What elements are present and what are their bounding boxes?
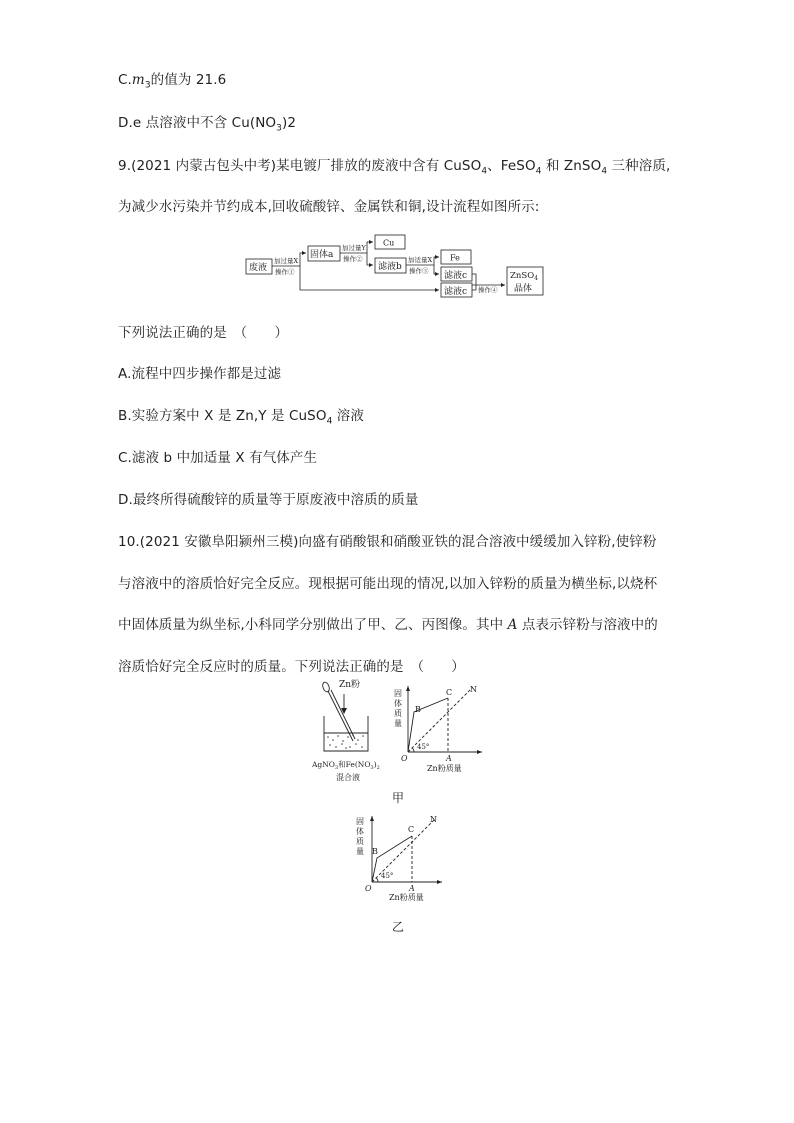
- flow-cu: Cu: [383, 238, 395, 248]
- q9-question: 下列说法正确的是 （ ）: [118, 325, 289, 341]
- svg-text:A: A: [446, 754, 452, 763]
- q10-stem-line1: 10.(2021 安徽阜阳颍州三模)向盛有硝酸银和硝酸亚铁的混合溶液中缓缓加入锌粉,使锌粉: [118, 534, 657, 550]
- q9-stem-line2: 为减少水污染并节约成本,回收硫酸锌、金属铁和铜,设计流程如图所示:: [118, 199, 540, 215]
- graph-jia: [390, 682, 490, 776]
- q9-option-a: A.流程中四步操作都是过滤: [118, 366, 282, 382]
- flow-crystal: 晶体: [514, 284, 533, 294]
- svg-text:O: O: [401, 754, 408, 763]
- svg-text:B: B: [415, 705, 421, 714]
- svg-text:体: 体: [394, 699, 402, 708]
- q10-stem-line2: 与溶液中的溶质恰好完全反应。现根据可能出现的情况,以加入锌粉的质量为横坐标,以烧杯: [118, 576, 658, 592]
- svg-text:Zn粉质量: Zn粉质量: [389, 893, 424, 902]
- solution-label: AgNO$_3$和$Fe(NO_3)_2$: [312, 760, 380, 771]
- flow-add-y: 加过量Y: [342, 244, 366, 252]
- flow-add-x2: 加适量X: [408, 256, 433, 264]
- flow-filtrate-b: 滤液b: [378, 262, 402, 272]
- svg-text:C: C: [408, 825, 415, 834]
- svg-text:Zn粉质量: Zn粉质量: [427, 764, 462, 773]
- q8-option-d: D.e 点溶液中不含 $Cu(NO_3)2$: [118, 115, 297, 134]
- caption-jia: 甲: [392, 791, 405, 805]
- svg-text:体: 体: [356, 827, 364, 836]
- svg-text:N: N: [470, 685, 477, 694]
- q9-stem-line1: 9.(2021 内蒙古包头中考)某电镀厂排放的废液中含有 CuSO$_4$、FeSO$_4$ 和 ZnSO$_4$ 三种溶质,: [118, 158, 671, 177]
- svg-text:N: N: [430, 815, 437, 824]
- svg-text:45°: 45°: [381, 872, 394, 880]
- q9-flow-diagram: [244, 232, 562, 300]
- svg-text:C: C: [446, 688, 453, 697]
- svg-text:质: 质: [356, 837, 364, 846]
- svg-text:量: 量: [356, 847, 364, 856]
- beaker-figure: [308, 678, 398, 783]
- svg-text:质: 质: [394, 709, 402, 718]
- svg-text:量: 量: [394, 719, 402, 728]
- q9-option-d: D.最终所得硫酸锌的质量等于原废液中溶质的质量: [118, 492, 419, 508]
- mix-label: 混合液: [336, 773, 360, 782]
- graph-yi: [352, 812, 448, 904]
- flow-add-x: 加过量X: [274, 257, 299, 265]
- flow-znso4: ZnSO$_4$: [510, 271, 538, 282]
- svg-text:B: B: [372, 847, 378, 856]
- q10-stem-line4: 溶质恰好完全反应时的质量。下列说法正确的是 （ ）: [118, 659, 465, 675]
- flow-solid-a: 固体a: [310, 250, 334, 260]
- q9-option-b: B.实验方案中 X 是 Zn,Y 是 CuSO$_4$ 溶液: [118, 408, 364, 427]
- flow-filtrate-c1: 滤液c: [444, 271, 468, 281]
- svg-text:固: 固: [356, 817, 364, 826]
- svg-text:A: A: [409, 884, 415, 893]
- svg-text:45°: 45°: [417, 743, 430, 751]
- svg-text:O: O: [365, 884, 372, 893]
- q10-stem-line3: 中固体质量为纵坐标,小科同学分别做出了甲、乙、丙图像。其中 A 点表示锌粉与溶液中的: [118, 617, 658, 633]
- flow-op1: 操作①: [275, 268, 295, 276]
- svg-text:固: 固: [394, 689, 402, 698]
- flow-waste: 废液: [249, 263, 268, 273]
- caption-yi: 乙: [392, 920, 405, 934]
- flow-filtrate-c2: 滤液c: [444, 287, 468, 297]
- q8-option-c: $C.m_3$的值为 21.6: [118, 72, 227, 91]
- flow-fe: Fe: [450, 253, 460, 263]
- q9-option-c: C.滤液 b 中加适量 X 有气体产生: [118, 450, 318, 466]
- flow-op3: 操作③: [409, 267, 429, 275]
- flow-op4: 操作④: [478, 286, 498, 294]
- flow-op2: 操作②: [343, 255, 363, 263]
- zn-powder-label: Zn粉: [339, 680, 361, 690]
